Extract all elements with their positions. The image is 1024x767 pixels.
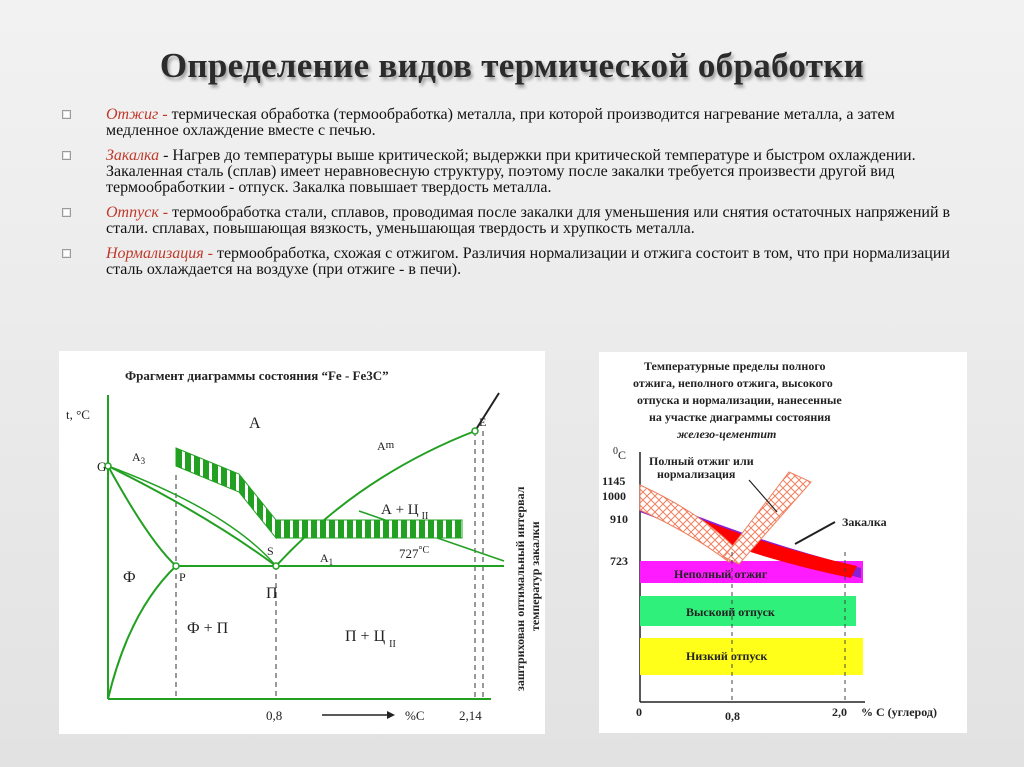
term-annealing: Отжиг - <box>106 106 168 123</box>
right-title-line-5: железо-цементит <box>677 427 777 441</box>
vertical-caption <box>513 486 542 691</box>
fe-fe3c-diagram-panel <box>59 351 545 734</box>
right-title <box>633 359 842 441</box>
label-a1-sub: 1 <box>328 557 334 567</box>
band-partial-label: Неполный отжиг <box>674 567 768 581</box>
x-tick-2-0: 2,0 <box>832 705 847 719</box>
x-axis-label: %С <box>405 708 425 723</box>
term-tempering: Отпуск - <box>106 204 169 221</box>
gs-inner-line <box>108 466 276 566</box>
definition-text: термообработка, схожая с отжигом. Различия нормализации и отжига состоит в том, что при нормализации сталь охлаждается на воздухе (при отжиге - в печи). <box>106 245 950 278</box>
y-tick-723: 723 <box>610 554 628 568</box>
point-s-label: S <box>267 544 274 558</box>
definition-text: - Нагрев до температуры выше критической; выдержки при критической температуре и быстром охлаждении. Закаленная сталь (сплав) имеет неравновесную структуру, поэтому после закалки требуется произвести другой вид термообработкии - отпуск. Закалка повышает твердость металла. <box>106 147 916 196</box>
x-tick-0: 0 <box>636 705 642 719</box>
label-am <box>377 439 395 453</box>
definition-item-quenching <box>62 148 952 196</box>
band-low-temper-label: Низкий отпуск <box>686 649 768 663</box>
region-f-label: Ф <box>123 569 136 586</box>
x-axis-arrow-icon <box>387 711 395 719</box>
y-axis-label: t, °C <box>66 407 90 422</box>
temp-727-label <box>399 545 429 561</box>
definition-item-annealing <box>62 107 952 139</box>
region-a-c-label <box>381 502 428 522</box>
region-p-label: П <box>266 585 278 602</box>
right-title-line-3: отпуска и нормализации, нанесенные <box>637 393 842 407</box>
label-a1-main: A <box>320 551 329 565</box>
tick-0-8: 0,8 <box>266 708 283 723</box>
quench-band-hyper <box>276 520 462 538</box>
diagram-title: Фрагмент диаграммы состояния “Fe - Fe3C” <box>125 368 389 383</box>
definition-list <box>62 107 952 287</box>
point-p-label: P <box>179 570 186 584</box>
point-e-marker <box>472 428 478 434</box>
band-high-temper-label: Выскоий отпуск <box>686 605 775 619</box>
right-title-line-2: отжига, неполного отжига, высокого <box>633 376 833 390</box>
full-anneal-label-2: нормализация <box>657 467 736 481</box>
point-g-label: G <box>97 459 107 474</box>
pq-line <box>108 566 176 699</box>
bullet-icon <box>62 151 71 160</box>
region-a-label: A <box>249 415 261 432</box>
tick-2-14: 2,14 <box>459 708 482 723</box>
definition-item-normalizing <box>62 246 952 278</box>
quench-pointer <box>795 522 835 544</box>
bullet-icon <box>62 110 71 119</box>
label-am-sub: m <box>385 439 395 451</box>
region-p-c-label <box>345 628 396 650</box>
region-f-p-label: Ф + П <box>187 620 229 637</box>
full-anneal-band-left <box>640 485 734 562</box>
label-a1 <box>320 551 333 567</box>
point-p-marker <box>173 563 179 569</box>
right-y-unit <box>613 446 626 462</box>
right-title-line-1: Температурные пределы полного <box>644 359 826 373</box>
region-a-c-main: А + Ц <box>381 502 419 518</box>
vertical-caption-line-2: температур закалки <box>528 521 542 631</box>
fe-fe3c-diagram <box>59 351 545 734</box>
label-a3-main: A <box>132 450 141 464</box>
term-normalizing: Нормализация - <box>106 245 213 262</box>
label-am-main: A <box>377 439 386 453</box>
y-tick-1000: 1000 <box>602 489 626 503</box>
definition-text: термообработка стали, сплавов, проводимая после закалки для уменьшения или снятия остаточных напряжений в стали. сплавах, повышающая вязкость, уменьшающая твердость и хрупкость металла. <box>106 204 951 237</box>
y-tick-1145: 1145 <box>602 474 626 488</box>
region-p-c-sub: II <box>389 639 396 650</box>
x-tick-0-8: 0,8 <box>725 709 740 723</box>
vertical-caption-line-1: заштрихован оптимальный интервал <box>513 486 527 691</box>
right-y-unit-main: C <box>618 448 627 462</box>
heat-treatment-ranges-panel <box>599 352 967 733</box>
definition-text: термическая обработка (термообработка) металла, при которой производится нагревание металла, а затем медленное охлаждение вместе с печью. <box>106 106 895 139</box>
slide-title: Определение видов термической обработки <box>159 46 865 85</box>
bullet-icon <box>62 249 71 258</box>
y-tick-910: 910 <box>610 512 628 526</box>
temp-727-unit: °C <box>418 545 430 556</box>
right-x-axis-label: % С (углерод) <box>861 705 937 719</box>
right-title-line-4: на участке диаграммы состояния <box>649 410 831 424</box>
region-p-c-main: П + Ц <box>345 628 386 645</box>
label-a3-sub: 3 <box>140 456 146 466</box>
label-a3 <box>132 450 146 466</box>
gp-line <box>108 466 176 566</box>
point-e-label: E <box>479 415 487 429</box>
point-s-marker <box>273 563 279 569</box>
quench-label: Закалка <box>842 515 887 529</box>
gs-line <box>108 466 276 566</box>
region-a-c-sub: II <box>421 511 429 522</box>
se-line <box>276 431 475 566</box>
right-y-unit-prefix: 0 <box>613 446 618 457</box>
definition-item-tempering <box>62 205 952 237</box>
full-anneal-label-1: Полный отжиг или <box>649 454 754 468</box>
term-quenching: Закалка <box>106 147 160 164</box>
heat-treatment-ranges-diagram <box>599 352 967 733</box>
temp-727-value: 727 <box>399 546 419 561</box>
bullet-icon <box>62 208 71 217</box>
quench-band-hypo <box>176 448 276 538</box>
